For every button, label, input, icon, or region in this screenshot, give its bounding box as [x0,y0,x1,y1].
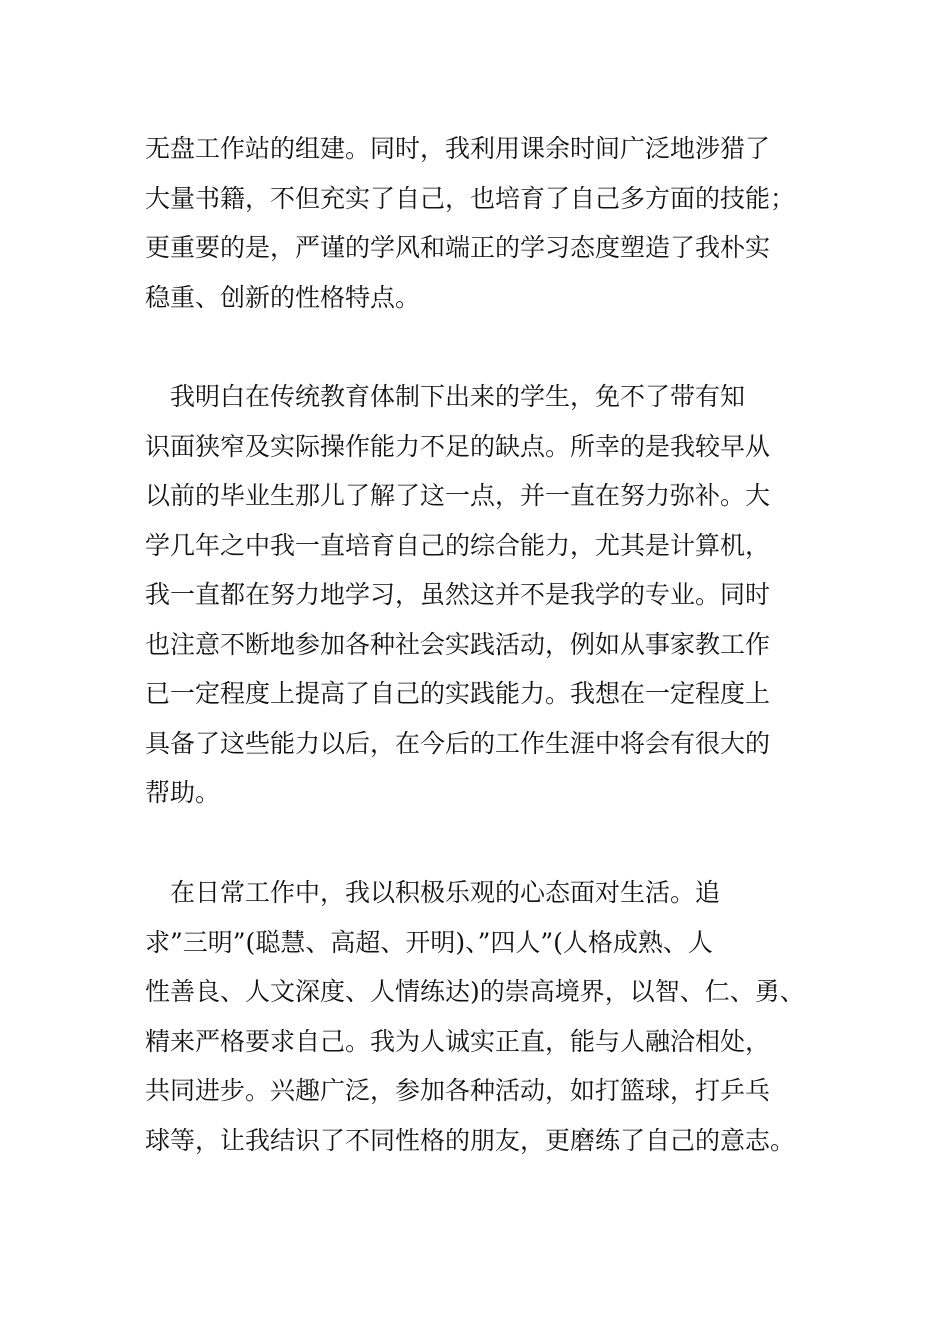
text-line: 无盘工作站的组建。同时，我利用课余时间广泛地涉猎了 [145,134,771,163]
text-line: 帮助。 [145,778,221,807]
text-line: 大量书籍，不但充实了自己，也培育了自己多方面的技能； [145,183,796,213]
text-line: 精来严格要求自己。我为人诚实正直，能与人融洽相处， [145,1026,771,1056]
paragraph-1 [145,124,795,322]
paragraph-3 [145,868,805,1165]
text-line: 稳重、创新的性格特点。 [145,282,421,312]
text-line: 在日常工作中，我以积极乐观的心态面对生活。追 [145,878,721,907]
text-line: 以前的毕业生那儿了解了这一点，并一直在努力弥补。大 [145,481,771,510]
text-line: 更重要的是，严谨的学风和端正的学习态度塑造了我朴实 [145,233,771,262]
text-line: 我明白在传统教育体制下出来的学生，免不了带有知 [145,382,746,411]
paragraph-2 [145,372,770,818]
text-line: 识面狭窄及实际操作能力不足的缺点。所幸的是我较早从 [145,431,771,461]
text-line: 球等，让我结识了不同性格的朋友，更磨练了自己的意志。 [145,1125,796,1155]
text-line: 具备了这些能力以后，在今后的工作生涯中将会有很大的 [145,728,771,758]
text-line: 求”三明”(聪慧、高超、开明)、”四人”(人格成熟、人 [145,927,713,957]
text-line: 共同进步。兴趣广泛，参加各种活动，如打篮球，打乒乓 [145,1076,771,1105]
text-line: 学几年之中我一直培育自己的综合能力，尤其是计算机， [145,530,771,560]
text-line: 也注意不断地参加各种社会实践活动，例如从事家教工作 [145,629,771,659]
text-line: 我一直都在努力地学习，虽然这并不是我学的专业。同时 [145,580,771,609]
text-line: 已一定程度上提高了自己的实践能力。我想在一定程度上 [145,679,771,708]
text-line: 性善良、人文深度、人情练达)的崇高境界，以智、仁、勇、 [145,977,805,1006]
